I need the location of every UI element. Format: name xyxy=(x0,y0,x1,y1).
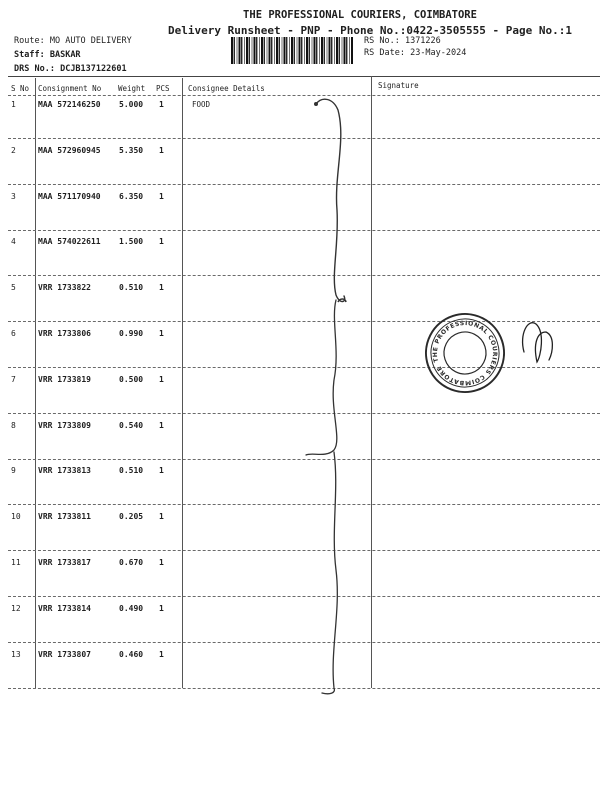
route-label: Route: xyxy=(14,36,45,46)
col-header-consignee: Consignee Details xyxy=(188,84,265,93)
barcode-bar xyxy=(306,37,308,64)
row-sno: 2 xyxy=(11,146,16,155)
row-divider xyxy=(8,184,600,185)
barcode-bar xyxy=(346,37,347,64)
barcode-bar xyxy=(271,37,272,64)
row-consignee-details: FOOD xyxy=(192,100,211,109)
col-header-weight: Weight xyxy=(118,84,146,93)
barcode-bar xyxy=(297,37,298,64)
barcode-bar xyxy=(234,37,235,64)
row-sno: 11 xyxy=(11,558,21,567)
barcode-bar xyxy=(294,37,295,64)
barcode-bar xyxy=(252,37,253,64)
barcode-bar xyxy=(274,37,275,64)
row-consignment-no: MAA 571170940 xyxy=(38,192,101,201)
row-pcs: 1 xyxy=(159,237,164,246)
barcode-bar xyxy=(321,37,323,64)
col-header-pcs: PCS xyxy=(156,84,170,93)
row-sno: 6 xyxy=(11,329,16,338)
barcode-bar xyxy=(312,37,313,64)
row-pcs: 1 xyxy=(159,421,164,430)
rs-no-line xyxy=(364,36,441,46)
row-consignment-no: VRR 1733819 xyxy=(38,375,91,384)
row-consignment-no: VRR 1733811 xyxy=(38,512,91,521)
row-divider xyxy=(8,642,600,643)
row-divider xyxy=(8,275,600,276)
row-pcs: 1 xyxy=(159,329,164,338)
barcode-bar xyxy=(261,37,263,64)
route-value: MO AUTO DELIVERY xyxy=(49,36,132,46)
barcode-bar xyxy=(279,37,280,64)
barcode-bar xyxy=(239,37,241,64)
row-pcs: 1 xyxy=(159,146,164,155)
barcode-bar xyxy=(284,37,286,64)
barcode-bar xyxy=(339,37,340,64)
row-consignment-no: VRR 1733814 xyxy=(38,604,91,613)
svg-text:THE PROFESSIONAL COURIERS COIM xyxy=(0,2,507,529)
barcode xyxy=(230,37,355,64)
barcode-bar xyxy=(304,37,305,64)
row-sno: 10 xyxy=(11,512,21,521)
col-header-sno: S No xyxy=(11,84,30,93)
barcode-bar xyxy=(246,37,248,64)
route-line xyxy=(14,36,132,46)
barcode-bar xyxy=(267,37,268,64)
row-divider xyxy=(8,596,600,597)
row-consignment-no: MAA 572960945 xyxy=(38,146,101,155)
barcode-bar xyxy=(309,37,310,64)
row-pcs: 1 xyxy=(159,375,164,384)
bracket-stroke xyxy=(316,99,345,301)
row-divider xyxy=(8,550,600,551)
row-consignment-no: VRR 1733809 xyxy=(38,421,91,430)
row-consignment-no: MAA 572146250 xyxy=(38,100,101,109)
barcode-bar xyxy=(324,37,325,64)
barcode-bar xyxy=(269,37,271,64)
barcode-bar xyxy=(264,37,265,64)
barcode-bar xyxy=(259,37,260,64)
bracket-stroke-lower xyxy=(306,300,337,455)
drs-label: DRS No.: xyxy=(14,64,55,74)
table-top-rule xyxy=(8,76,600,77)
barcode-bar xyxy=(299,37,301,64)
row-weight: 6.350 xyxy=(119,192,144,201)
row-weight: 0.205 xyxy=(119,512,144,521)
row-pcs: 1 xyxy=(159,650,164,659)
staff-value: BASKAR xyxy=(49,50,81,60)
barcode-bar xyxy=(237,37,238,64)
barcode-bar xyxy=(276,37,278,64)
drs-line xyxy=(14,64,127,74)
stamp-text: THE PROFESSIONAL COURIERS COIMBATORE xyxy=(431,319,499,387)
row-consignment-no: VRR 1733806 xyxy=(38,329,91,338)
barcode-bar xyxy=(301,37,302,64)
rs-date-line xyxy=(364,48,466,58)
staff-label: Staff: xyxy=(14,50,45,60)
barcode-bar xyxy=(331,37,332,64)
barcode-bar xyxy=(316,37,317,64)
barcode-bar xyxy=(327,37,328,64)
row-weight: 0.490 xyxy=(119,604,144,613)
row-pcs: 1 xyxy=(159,192,164,201)
barcode-bar xyxy=(351,37,353,64)
rs-no-label: RS No.: xyxy=(364,36,400,46)
barcode-bar xyxy=(231,37,233,64)
row-pcs: 1 xyxy=(159,558,164,567)
runsheet-subtitle: Delivery Runsheet - PNP - Phone No.:0422-3505555 - Page No.:1 xyxy=(168,24,572,37)
staff-line xyxy=(14,50,81,60)
row-sno: 1 xyxy=(11,100,16,109)
row-weight: 0.510 xyxy=(119,466,144,475)
row-divider xyxy=(8,138,600,139)
row-consignment-no: MAA 574022611 xyxy=(38,237,101,246)
rs-no-value: 1371226 xyxy=(404,36,441,46)
row-consignment-no: VRR 1733817 xyxy=(38,558,91,567)
row-sno: 9 xyxy=(11,466,16,475)
row-divider xyxy=(8,230,600,231)
row-pcs: 1 xyxy=(159,512,164,521)
barcode-bar xyxy=(286,37,287,64)
barcode-bar xyxy=(344,37,346,64)
row-sno: 5 xyxy=(11,283,16,292)
row-sno: 13 xyxy=(11,650,21,659)
row-pcs: 1 xyxy=(159,100,164,109)
row-divider xyxy=(8,688,600,689)
row-weight: 0.670 xyxy=(119,558,144,567)
barcode-bar xyxy=(289,37,290,64)
row-divider xyxy=(8,367,600,368)
company-name: THE PROFESSIONAL COURIERS, COIMBATORE xyxy=(243,9,477,21)
row-weight: 0.500 xyxy=(119,375,144,384)
barcode-bar xyxy=(342,37,343,64)
row-sno: 7 xyxy=(11,375,16,384)
signature-scribble xyxy=(523,323,553,362)
row-sno: 3 xyxy=(11,192,16,201)
rs-date-label: RS Date: xyxy=(364,48,405,58)
row-consignment-no: VRR 1733813 xyxy=(38,466,91,475)
row-pcs: 1 xyxy=(159,604,164,613)
barcode-bar xyxy=(329,37,331,64)
col-header-signature: Signature xyxy=(378,81,419,90)
row-sno: 12 xyxy=(11,604,21,613)
barcode-bar xyxy=(282,37,283,64)
barcode-bar xyxy=(319,37,320,64)
row-weight: 0.990 xyxy=(119,329,144,338)
row-weight: 0.460 xyxy=(119,650,144,659)
row-divider xyxy=(8,504,600,505)
barcode-bar xyxy=(241,37,242,64)
barcode-bar xyxy=(256,37,257,64)
barcode-bar xyxy=(254,37,256,64)
row-sno: 8 xyxy=(11,421,16,430)
row-pcs: 1 xyxy=(159,466,164,475)
barcode-bar xyxy=(334,37,335,64)
row-consignment-no: VRR 1733822 xyxy=(38,283,91,292)
row-weight: 0.510 xyxy=(119,283,144,292)
row-consignment-no: VRR 1733807 xyxy=(38,650,91,659)
barcode-bar xyxy=(249,37,250,64)
col-header-consignment: Consignment No xyxy=(38,84,102,93)
drs-value: DCJB137122601 xyxy=(60,64,127,74)
row-weight: 0.540 xyxy=(119,421,144,430)
rs-date-value: 23-May-2024 xyxy=(410,48,467,58)
row-divider xyxy=(8,413,600,414)
barcode-bar xyxy=(244,37,245,64)
row-weight: 1.500 xyxy=(119,237,144,246)
bracket-stroke-tail xyxy=(322,452,337,694)
header-bottom-rule xyxy=(8,95,600,96)
row-pcs: 1 xyxy=(159,283,164,292)
barcode-bar xyxy=(291,37,293,64)
barcode-bar xyxy=(314,37,316,64)
row-weight: 5.000 xyxy=(119,100,144,109)
row-divider xyxy=(8,321,600,322)
row-divider xyxy=(8,459,600,460)
barcode-bar xyxy=(336,37,338,64)
barcode-bar xyxy=(349,37,350,64)
row-sno: 4 xyxy=(11,237,16,246)
row-weight: 5.350 xyxy=(119,146,144,155)
